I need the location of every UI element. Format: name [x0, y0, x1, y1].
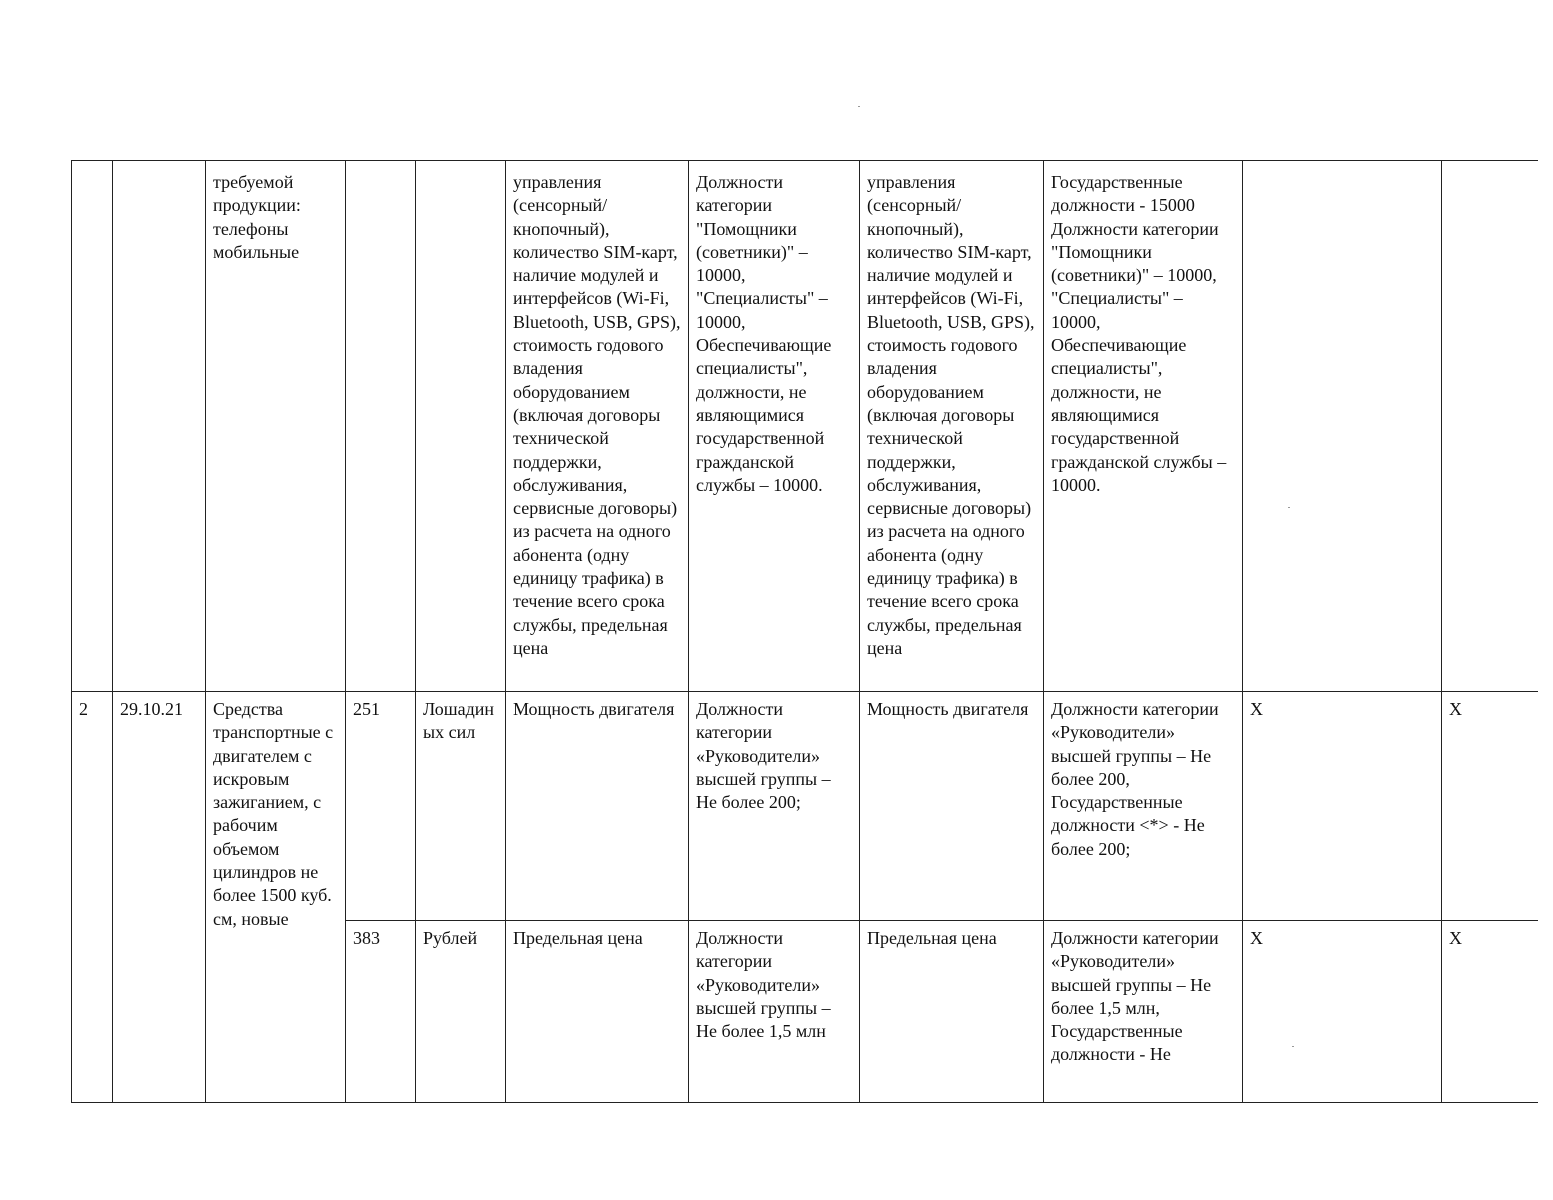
cell-code: 251 [346, 692, 416, 921]
cell-characteristic: Предельная цена [506, 921, 689, 1103]
cell-unit: Лошадиных сил [416, 692, 506, 921]
cell-date: 29.10.21 [113, 692, 206, 1103]
cell-num [72, 161, 113, 692]
cell-extra-1: X [1243, 692, 1442, 921]
regulation-table [71, 160, 1538, 1103]
cell-extra-1 [1243, 161, 1442, 692]
table-row [72, 692, 1538, 921]
cell-characteristic-2: Предельная цена [860, 921, 1044, 1103]
cell-characteristic-2: Мощность двигателя [860, 692, 1044, 921]
cell-extra-2: X [1442, 921, 1538, 1103]
cell-value: Должности категории «Руководители» высшей группы – Не более 200; [689, 692, 860, 921]
cell-num: 2 [72, 692, 113, 1103]
cell-extra-1: X [1243, 921, 1442, 1103]
scan-speck [858, 106, 860, 107]
cell-value-2: Должности категории «Руководители» высшей группы – Не более 200, Государственные должности <*> - Не более 200; [1044, 692, 1243, 921]
cell-extra-2 [1442, 161, 1538, 692]
cell-value-2: Государственные должности - 15000 Должности категории "Помощники (советники)" – 10000, "Специалисты" – 10000, Обеспечивающие специалисты", должности, не являющимися государственной гражданской службы – 10000. [1044, 161, 1243, 692]
cell-value: Должности категории «Руководители» высшей группы – Не более 1,5 млн [689, 921, 860, 1103]
cell-value-2: Должности категории «Руководители» высшей группы – Не более 1,5 млн, Государственные должности - Не [1044, 921, 1243, 1103]
cell-code: 383 [346, 921, 416, 1103]
table-row-continued [72, 161, 1538, 692]
cell-code [346, 161, 416, 692]
cell-extra-2: X [1442, 692, 1538, 921]
cell-date [113, 161, 206, 692]
cell-product: требуемой продукции: телефоны мобильные [206, 161, 346, 692]
cell-characteristic: Мощность двигателя [506, 692, 689, 921]
cell-characteristic: управления (сенсорный/кнопочный), количество SIM-карт, наличие модулей и интерфейсов (Wi-Fi, Bluetooth, USB, GPS), стоимость годового владения оборудованием (включая договоры технической поддержки, обслуживания, сервисные договоры) из расчета на одного абонента (одну единицу трафика) в течение всего срока службы, предельная цена [506, 161, 689, 692]
cell-value: Должности категории "Помощники (советники)" – 10000, "Специалисты" – 10000, Обеспечивающие специалисты", должности, не являющимися государственной гражданской службы – 10000. [689, 161, 860, 692]
cell-unit [416, 161, 506, 692]
cell-unit: Рублей [416, 921, 506, 1103]
cell-characteristic-2: управления (сенсорный/кнопочный), количество SIM-карт, наличие модулей и интерфейсов (Wi-Fi, Bluetooth, USB, GPS), стоимость годового владения оборудованием (включая договоры технической поддержки, обслуживания, сервисные договоры) из расчета на одного абонента (одну единицу трафика) в течение всего срока службы, предельная цена [860, 161, 1044, 692]
cell-product: Средства транспортные с двигателем с искровым зажиганием, с рабочим объемом цилиндров не более 1500 куб. см, новые [206, 692, 346, 1103]
